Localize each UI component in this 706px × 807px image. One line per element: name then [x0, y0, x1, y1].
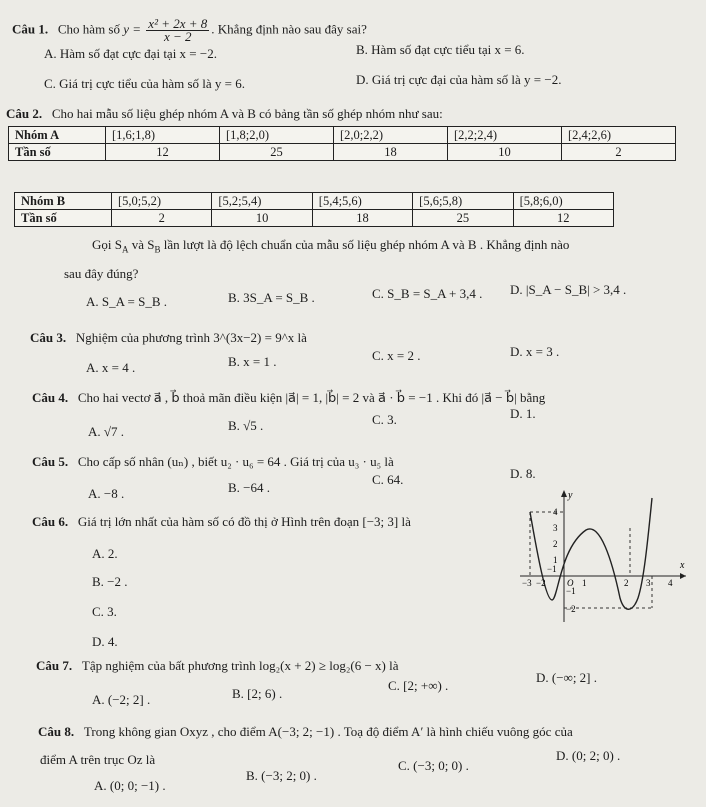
q6-option-a: A. 2.	[92, 546, 118, 561]
q1-option-c: C. Giá trị cực tiểu của hàm số là y = 6.	[44, 76, 246, 91]
q1-fraction	[146, 18, 209, 43]
q4-stem	[32, 390, 545, 405]
table-cell: 25	[413, 210, 513, 227]
table-row	[15, 193, 614, 210]
q4-option-b: B. √5 .	[228, 418, 264, 433]
origin-label: O	[567, 578, 574, 588]
q6-function-graph	[520, 488, 690, 623]
table-cell: [5,4;5,6)	[312, 193, 412, 210]
x-tick-label: −2	[536, 578, 546, 588]
x-axis-arrow-icon	[680, 573, 686, 579]
q8-stem	[38, 724, 573, 739]
q2-option-a: A. S_A = S_B .	[86, 294, 168, 309]
table-row	[9, 127, 676, 144]
q2-stem	[6, 106, 443, 121]
table-cell: 12	[513, 210, 613, 227]
q1-func-y: y =	[123, 21, 142, 37]
table-cell: 2	[562, 144, 676, 161]
q7-option-a: A. (−2; 2] .	[92, 692, 151, 707]
q3-option-c: C. x = 2 .	[372, 348, 421, 363]
q7-option-c: C. [2; +∞) .	[388, 678, 449, 693]
table-cell: 10	[448, 144, 562, 161]
q6-option-d: D. 4.	[92, 634, 118, 649]
q1-option-b: B. Hàm số đạt cực tiểu tại x = 6.	[356, 42, 525, 57]
table-cell: 12	[106, 144, 220, 161]
q8-option-d: D. (0; 2; 0) .	[556, 748, 621, 763]
table-row	[9, 144, 676, 161]
q5-number: Câu 5.	[32, 454, 69, 469]
table-cell: [1,8;2,0)	[220, 127, 334, 144]
q1-stem-a: Cho hàm số	[57, 21, 120, 37]
q8-option-c: C. (−3; 0; 0) .	[398, 758, 469, 773]
q7-option-d: D. (−∞; 2] .	[536, 670, 598, 685]
q3-number: Câu 3.	[30, 330, 67, 345]
q8-number: Câu 8.	[38, 724, 75, 739]
q4-option-c: C. 3.	[372, 412, 397, 427]
y-axis-arrow-icon	[561, 490, 567, 497]
q4-option-a: A. √7 .	[88, 424, 125, 439]
table-group-b	[14, 192, 614, 227]
q5-option-a: A. −8 .	[88, 486, 125, 501]
table-cell: 18	[334, 144, 448, 161]
q8-stem-text: Trong không gian Oxyz , cho điểm A(−3; 2; −1) . Toạ độ điểm A′ là hình chiếu vuông góc của	[83, 724, 573, 739]
q2-option-c: C. S_B = S_A + 3,4 .	[372, 286, 483, 301]
table-cell: [2,0;2,2)	[334, 127, 448, 144]
table-cell: [5,0;5,2)	[112, 193, 212, 210]
q6-stem-text: Giá trị lớn nhất của hàm số có đồ thị ở Hình trên đoạn [−3; 3] là	[77, 514, 411, 529]
q5-stem-text: Cho cấp số nhân (uₙ) , biết u₂ · u₆ = 64 . Giá trị của u₃ · u₅ là	[77, 454, 394, 469]
table-b-freq-label: Tần số	[15, 210, 112, 227]
x-tick-label: 1	[582, 578, 587, 588]
q2-option-b: B. 3S_A = S_B .	[228, 290, 315, 305]
y-axis-label: y	[568, 490, 573, 501]
table-cell: 18	[312, 210, 412, 227]
q5-option-d: D. 8.	[510, 466, 536, 481]
q7-stem-text: Tập nghiệm của bất phương trình log₂(x + 2) ≥ log₂(6 − x) là	[81, 658, 399, 673]
table-cell: [5,6;5,8)	[413, 193, 513, 210]
q5-option-b: B. −64 .	[228, 480, 271, 495]
q1-number: Câu 1.	[12, 21, 49, 37]
q5-option-c: C. 64.	[372, 472, 404, 487]
q2-stem-continued: Gọi $S_A$ và $S_B$ lần lượt là độ lệch chuẩn của mẫu số liệu ghép nhóm A và B . Khẳng định nào	[92, 237, 570, 255]
q2-stem-end: sau đây đúng?	[64, 266, 139, 281]
q8-stem-continued: điểm A trên trục Oz là	[40, 752, 156, 767]
q8-option-a: A. (0; 0; −1) .	[94, 778, 166, 793]
q4-number: Câu 4.	[32, 390, 69, 405]
x-axis-label: x	[680, 560, 685, 571]
q4-option-d: D. 1.	[510, 406, 536, 421]
q1-stem-b: . Khẳng định nào sau đây sai?	[211, 21, 367, 37]
y-tick-label: −1	[566, 586, 576, 596]
q7-stem	[36, 658, 399, 673]
table-a-freq-label: Tần số	[9, 144, 106, 161]
q7-number: Câu 7.	[36, 658, 73, 673]
q6-option-b: B. −2 .	[92, 574, 128, 589]
y-tick-label: 1	[553, 555, 558, 565]
table-cell: [1,6;1,8)	[106, 127, 220, 144]
x-tick-label: 3	[646, 578, 651, 588]
y-tick-label: 3	[553, 523, 558, 533]
q5-stem	[32, 454, 394, 469]
q6-stem	[32, 514, 411, 529]
q3-option-d: D. x = 3 .	[510, 344, 560, 359]
table-cell: [2,4;2,6)	[562, 127, 676, 144]
table-cell: [2,2;2,4)	[448, 127, 562, 144]
x-tick-label: −1	[547, 564, 557, 574]
table-cell: 10	[212, 210, 312, 227]
function-curve	[530, 498, 652, 609]
x-tick-label: −3	[522, 578, 532, 588]
q6-number: Câu 6.	[32, 514, 69, 529]
q7-option-b: B. [2; 6) .	[232, 686, 283, 701]
q4-stem-text: Cho hai vectơ a⃗ , b⃗ thoả mãn điều kiện |a⃗| = 1, |b⃗| = 2 và a⃗ · b⃗ = −1 . Khi đó |a⃗ − b⃗| bằng	[77, 390, 546, 405]
q3-stem-text: Nghiệm của phương trình 3^(3x−2) = 9^x là	[75, 330, 307, 345]
table-cell: [5,2;5,4)	[212, 193, 312, 210]
table-cell: [5,8;6,0)	[513, 193, 613, 210]
q8-option-b: B. (−3; 2; 0) .	[246, 768, 317, 783]
y-tick-label: 2	[553, 539, 558, 549]
q1-stem	[12, 18, 367, 43]
table-cell: 25	[220, 144, 334, 161]
table-row	[15, 210, 614, 227]
table-cell: 2	[112, 210, 212, 227]
x-tick-label: 4	[668, 578, 673, 588]
table-b-label: Nhóm B	[15, 193, 112, 210]
q2-stem2-a: Gọi S	[92, 237, 122, 252]
q1-fraction-den: x − 2	[164, 29, 192, 44]
q2-stem2-b: và S	[128, 237, 155, 252]
q2-stem2-c: lần lượt là độ lệch chuẩn của mẫu số liệu ghép nhóm A và B . Khẳng định nào	[160, 237, 570, 252]
x-tick-label: 2	[624, 578, 629, 588]
q2-option-d: D. |S_A − S_B| > 3,4 .	[510, 282, 627, 297]
q1-fraction-num: x² + 2x + 8	[148, 16, 208, 31]
q3-option-b: B. x = 1 .	[228, 354, 277, 369]
q1-option-d: D. Giá trị cực đại của hàm số là y = −2.	[356, 72, 562, 87]
table-a-label: Nhóm A	[9, 127, 106, 144]
q3-stem	[30, 330, 307, 345]
y-tick-label: −2	[566, 604, 576, 614]
q2-number: Câu 2.	[6, 106, 43, 121]
q6-option-c: C. 3.	[92, 604, 117, 619]
q2-stem-text: Cho hai mẫu số liệu ghép nhóm A và B có bảng tần số ghép nhóm như sau:	[51, 106, 443, 121]
q1-option-a: A. Hàm số đạt cực đại tại x = −2.	[44, 46, 217, 61]
table-group-a	[8, 126, 676, 161]
q3-option-a: A. x = 4 .	[86, 360, 136, 375]
y-tick-label: 4	[553, 507, 558, 517]
